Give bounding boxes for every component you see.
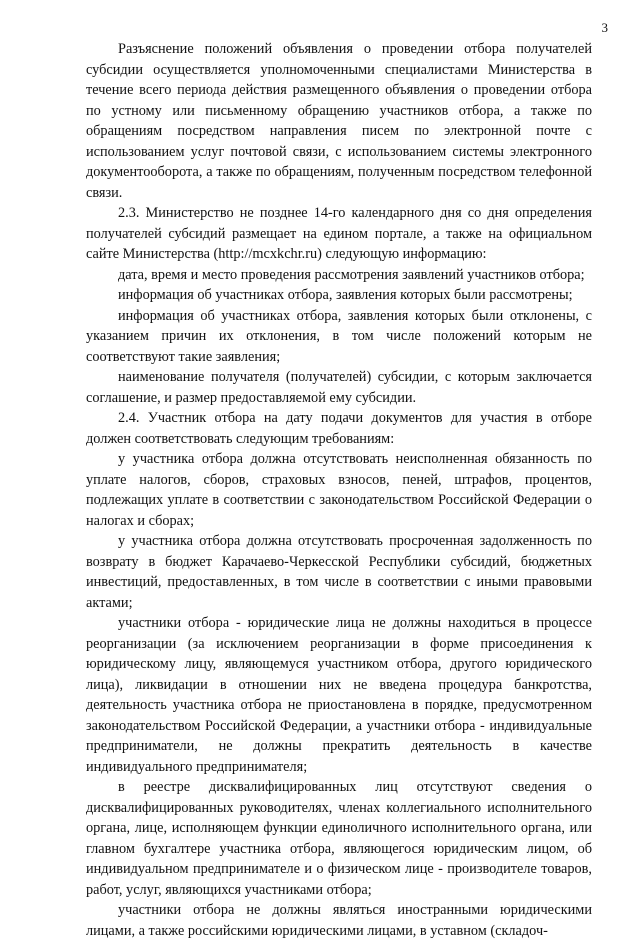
requirement-no-reorganization: участники отбора - юридические лица не должны находиться в процессе реорганизации (за исключением реорганизации в форме присоединения к юридическому лицу, являющемуся участником отбора, другого юридического лица), ликвидации в отношении них не введена процедура банкротства, деятельность участника отбора не приостановлена в порядке, предусмотренном законодательством Российской Федерации, а участники отбора - индивидуальные предприниматели, не должны прекратить деятельность в качестве индивидуального предпринимателя;: [86, 615, 592, 775]
list-item-reviewed-participants: информация об участниках отбора, заявления которых были рассмотрены;: [118, 287, 573, 303]
paragraph-2-4: 2.4. Участник отбора на дату подачи документов для участия в отборе должен соответствовать следующим требованиям:: [86, 410, 592, 447]
paragraph-explanation: Разъяснение положений объявления о проведении отбора получателей субсидии осуществляется уполномоченными специалистами Министерства в течение всего периода действия размещенного объявления о проведении отбора по устному или письменному обращению участников отбора, а также по обращениям посредством направления писем по электронной почте с использованием услуг почтовой связи, с использованием системы электронного документооборота, а также по обращениям, полученным посредством телефонной связи.: [86, 41, 592, 201]
requirement-no-tax-debt: у участника отбора должна отсутствовать неисполненная обязанность по уплате налогов, сборов, страховых взносов, пеней, штрафов, процентов, подлежащих уплате в соответствии с законодательством Российской Федерации о налогах и сборах;: [86, 451, 592, 529]
paragraph-2-3: 2.3. Министерство не позднее 14-го календарного дня со дня определения получателей субсидий размещает на едином портале, а также на официальном сайте Министерства (http://mcxkchr.ru) следующую информацию:: [86, 205, 592, 262]
page-number: 3: [601, 20, 608, 35]
requirement-disqualified-registry: в реестре дисквалифицированных лиц отсутствуют сведения о дисквалифицированных руководителях, членах коллегиального исполнительного органа, лице, исполняющем функции единоличного исполнительного органа, или главном бухгалтере участника отбора, являющегося юридическим лицом, об индивидуальном предпринимателе и о физическом лице - производителе товаров, работ, услуг, являющихся участниками отбора;: [86, 779, 592, 898]
list-item-recipient-name: наименование получателя (получателей) субсидии, с которым заключается соглашение, и размер предоставляемой ему субсидии.: [86, 369, 592, 406]
requirement-no-overdue-debt: у участника отбора должна отсутствовать просроченная задолженность по возврату в бюджет Карачаево-Черкесской Республики субсидий, бюджетных инвестиций, предоставленных, в том числе в соответствии с иными правовыми актами;: [86, 533, 592, 611]
document-body: [86, 39, 592, 941]
list-item-rejected-participants: информация об участниках отбора, заявления которых были отклонены, с указанием причин их отклонения, в том числе положений которым не соответствуют такие заявления;: [86, 307, 592, 365]
requirement-not-foreign-entity: участники отбора не должны являться иностранными юридическими лицами, а также российскими юридическими лицами, в уставном (складоч-: [86, 902, 592, 939]
list-item-date-time-place: дата, время и место проведения рассмотрения заявлений участников отбора;: [118, 266, 585, 283]
